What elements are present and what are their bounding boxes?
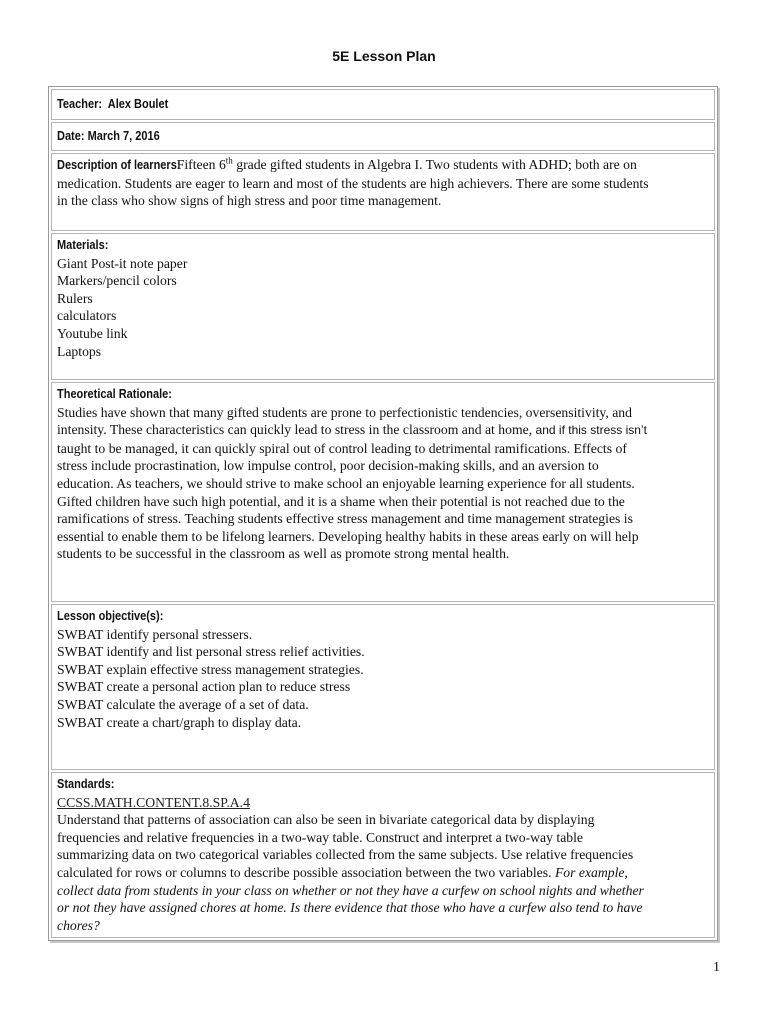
date-value: March 7, 2016	[87, 129, 160, 143]
standards-row	[51, 772, 715, 938]
material-item: calculators	[57, 308, 117, 324]
learners-label: Description of learners:	[57, 158, 181, 172]
rationale-label: Theoretical Rationale:	[57, 387, 172, 401]
learners-line-3: in the class who show signs of high stress and poor time management.	[57, 193, 442, 209]
rationale-line: intensity. These characteristics can quickly lead to stress in the classroom and at home,	[57, 422, 536, 438]
standard-link[interactable]: CCSS.MATH.CONTENT.8.SP.A.4	[57, 794, 250, 810]
objective-item: SWBAT identify and list personal stress relief activities.	[57, 644, 365, 660]
rationale-line: education. As teachers, we should strive to make school an enjoyable learning experience for all students.	[57, 475, 635, 491]
rationale-line: essential to enable them to be lifelong learners. Developing healthy habits in these areas early on will help	[57, 528, 639, 544]
teacher-label: Teacher: Alex Boulet	[57, 97, 169, 111]
standards-line: summarizing data on two categorical variables collected from the same subjects. Use relative frequencies	[57, 847, 634, 863]
rationale-line: Gifted children have such high potential, and it is a shame when their potential is not reached due to the	[57, 493, 625, 509]
rationale-line: taught to be managed, it can quickly spiral out of control leading to detrimental ramifications. Effects of	[57, 440, 627, 456]
objective-item: SWBAT calculate the average of a set of data.	[57, 696, 309, 712]
learners-text-rest: grade gifted students in Algebra I. Two students with ADHD; both are on	[232, 157, 637, 172]
rationale-line: Studies have shown that many gifted students are prone to perfectionistic tendencies, oversensitivity, and	[57, 404, 632, 420]
page-number: 1	[713, 960, 720, 975]
learners-row	[51, 153, 715, 231]
rationale-line: students to be successful in the classroom as well as promote strong mental health.	[57, 546, 510, 562]
objectives-label: Lesson objective(s):	[57, 609, 164, 623]
rationale-line: stress include procrastination, low impulse control, poor decision-making skills, and an aversion to	[57, 458, 599, 474]
lesson-plan-table	[48, 86, 718, 941]
material-item: Laptops	[57, 343, 102, 359]
objective-item: SWBAT explain effective stress management strategies.	[57, 661, 364, 677]
learners-line-2: medication. Students are eager to learn and most of the students are high achievers. There are some students	[57, 175, 649, 191]
objective-item: SWBAT create a chart/graph to display data.	[57, 714, 302, 730]
materials-row	[51, 233, 715, 380]
standards-line: frequencies and relative frequencies in a two-way table. Construct and interpret a two-way table	[57, 829, 583, 845]
document-title: 5E Lesson Plan	[332, 48, 436, 64]
rationale-line: ramifications of stress. Teaching students effective stress management and time management strategies is	[57, 511, 633, 527]
standards-example-line: or not they have assigned chores at home. Is there evidence that those who have a curfew also tend to have	[57, 900, 643, 916]
material-item: Giant Post-it note paper	[57, 255, 188, 271]
materials-label: Materials:	[57, 238, 109, 252]
teacher-name: Alex Boulet	[107, 97, 169, 111]
standards-example-line: chores?	[57, 917, 100, 933]
material-item: Markers/pencil colors	[57, 273, 177, 289]
learners-sup: th	[225, 155, 233, 166]
standards-example-line: collect data from students in your class on whether or not they have a curfew on school nights and whether	[57, 882, 644, 898]
standards-line: Understand that patterns of association can also be seen in bivariate categorical data by displaying	[57, 812, 595, 828]
learners-text-pre: Fifteen 6	[176, 157, 226, 172]
standards-line: calculated for rows or columns to describe possible association between the two variables.	[57, 864, 555, 880]
material-item: Youtube link	[57, 325, 128, 341]
standards-example-start: For example,	[554, 864, 628, 880]
rationale-inline-sans: and if this stress isn’t	[535, 423, 647, 438]
material-item: Rulers	[57, 290, 93, 306]
date-label: Date: March 7, 2016	[57, 129, 160, 143]
rationale-row	[51, 382, 715, 602]
standards-label: Standards:	[57, 777, 115, 791]
objectives-row	[51, 604, 715, 770]
date-row	[51, 122, 715, 151]
objective-item: SWBAT create a personal action plan to reduce stress	[57, 679, 351, 695]
teacher-row	[51, 89, 715, 120]
objective-item: SWBAT identify personal stressers.	[57, 626, 253, 642]
